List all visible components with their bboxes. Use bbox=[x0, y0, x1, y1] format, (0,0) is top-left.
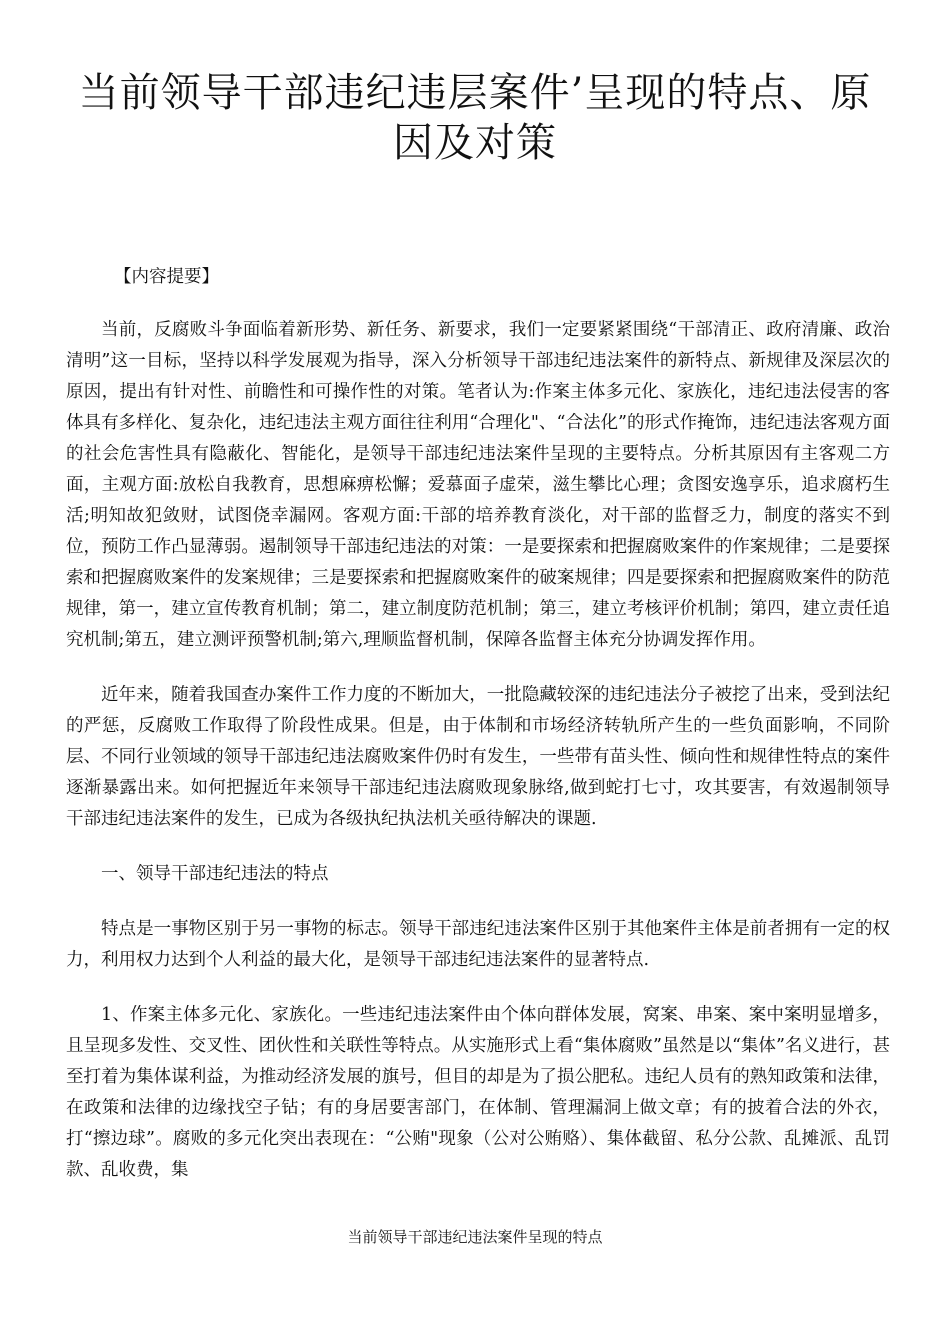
section-heading: 一、领导干部违纪违法的特点 bbox=[101, 864, 329, 884]
body-paragraph: 特点是一事物区别于另一事物的标志。领导干部违纪违法案件区别于其他案件主体是前者拥有一定的权力，利用权力达到个人利益的最大化，是领导干部违纪违法案件的显著特点. bbox=[66, 919, 890, 970]
intro-paragraph: 近年来，随着我国查办案件工作力度的不断加大，一批隐藏较深的违纪违法分子被挖了出来，受到法纪的严惩，反腐败工作取得了阶段性成果。但是，由于体制和市场经济转轨所产生的一些负面影响，不同阶层、不同行业领域的领导干部违纪违法腐败案件仍时有发生，一些带有苗头性、倾向性和规律性特点的案件逐渐暴露出来。如何把握近年来领导干部违纪违法腐败现象脉络,做到蛇打七寸，攻其要害，有效遏制领导干部违纪违法案件的发生，已成为各级执纪执法机关亟待解决的课题. bbox=[66, 685, 890, 829]
summary-paragraph: 当前，反腐败斗争面临着新形势、新任务、新要求，我们一定要紧紧围绕“干部清正、政府清廉、政治清明”这一目标，坚持以科学发展观为指导，深入分析领导干部违纪违法案件的新特点、新规律及深层次的原因，提出有针对性、前瞻性和可操作性的对策。笔者认为:作案主体多元化、家族化，违纪违法侵害的客体具有多样化、复杂化，违纪违法主观方面往往利用“合理化"、“合法化”的形式作掩饰，违纪违法客观方面的社会危害性具有隐蔽化、智能化，是领导干部违纪违法案件呈现的主要特点。分析其原因有主客观二方面，主观方面:放松自我教育，思想麻痹松懈；爱慕面子虚荣，滋生攀比心理；贪图安逸享乐，追求腐朽生活;明知故犯敛财，试图侥幸漏网。客观方面:干部的培养教育淡化，对干部的监督乏力，制度的落实不到位，预防工作凸显薄弱。遏制领导干部违纪违法的对策：一是要探索和把握腐败案件的作案规律；二是要探索和把握腐败案件的发案规律；三是要探索和把握腐败案件的破案规律；四是要探索和把握腐败案件的防范规律，第一，建立宣传教育机制；第二，建立制度防范机制；第三，建立考核评价机制；第四，建立责任追究机制;第五，建立测评预警机制;第六,理顺监督机制，保障各监督主体充分协调发挥作用。 bbox=[66, 320, 890, 650]
document-body bbox=[66, 262, 890, 1210]
page-footer: 当前领导干部违纪违法案件呈现的特点 bbox=[347, 1228, 603, 1246]
body-paragraph: 1、作案主体多元化、家族化。一些违纪违法案件由个体向群体发展，窝案、串案、案中案明显增多，且呈现多发性、交叉性、团伙性和关联性等特点。从实施形式上看“集体腐败”虽然是以“集体”名义进行，甚至打着为集体谋利益，为推动经济发展的旗号，但目的却是为了损公肥私。违纪人员有的熟知政策和法律，在政策和法律的边缘找空子钻；有的身居要害部门，在体制、管理漏洞上做文章；有的披着合法的外衣，打“擦边球”。腐败的多元化突出表现在：“公贿"现象（公对公贿赂）、集体截留、私分公款、乱摊派、乱罚款、乱收费，集 bbox=[66, 1005, 890, 1180]
summary-label: 【内容提要】 bbox=[114, 267, 219, 287]
document-title: 当前领导干部违纪违层案件’呈现的特点、原因及对策 bbox=[78, 70, 872, 166]
